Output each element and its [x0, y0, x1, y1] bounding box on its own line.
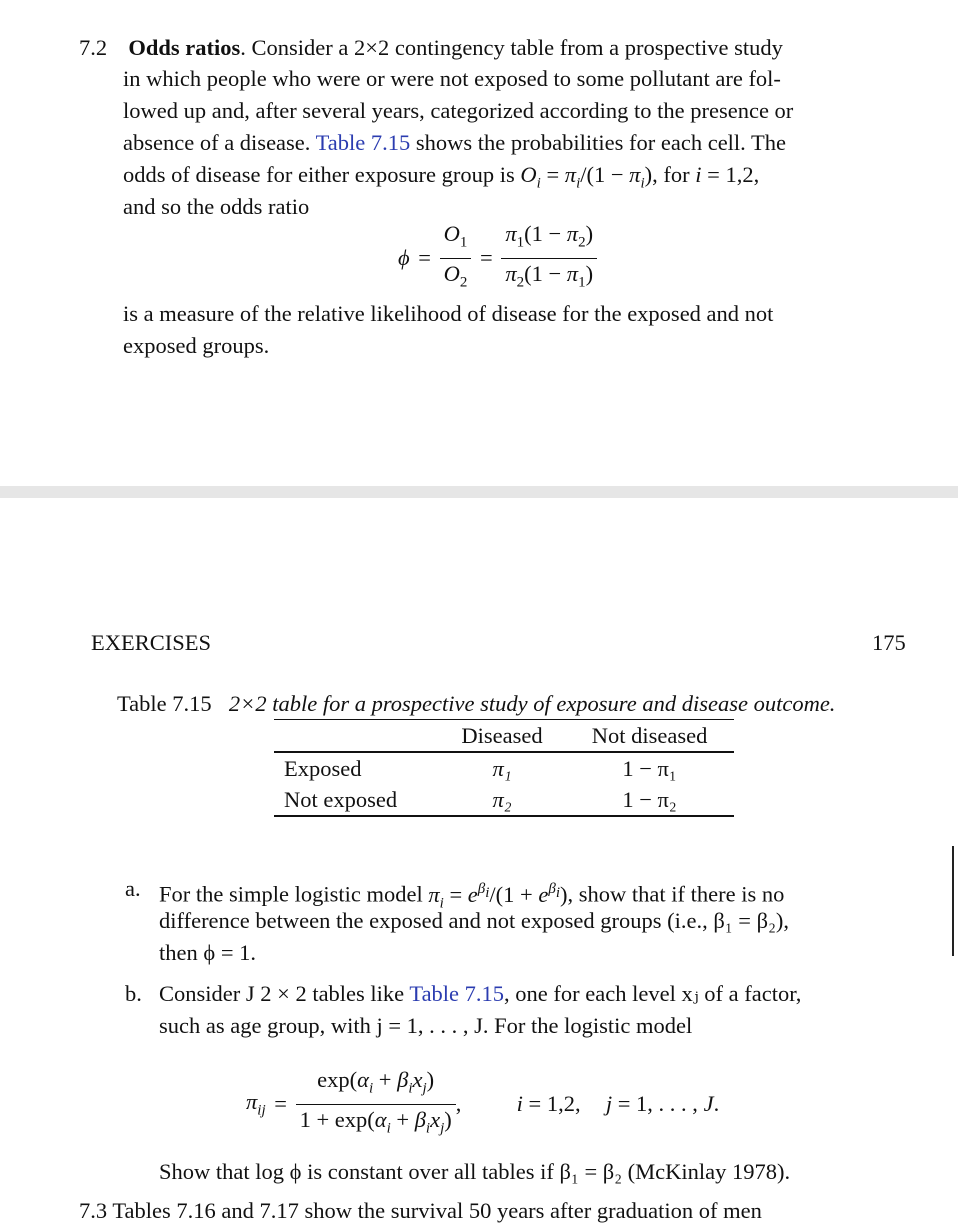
part-b-line-3: Show that log ϕ is constant over all tables if β₁ = β₂ (McKinlay 1978). [159, 1159, 791, 1184]
page-separator [0, 486, 958, 498]
logistic-model-equation: $\pi_{ij}$ = $\frac{\exp(\alpha_i + \beta_ix_j)}{1 + \exp(\alpha_i + \beta_ix_j)}$ , i = 1,2, j = 1, . . . , J. [246, 1067, 720, 1136]
exercise-text-1: . Consider a 2×2 contingency table from a prospective study [240, 35, 783, 60]
exercise-text-4: absence of a disease. Table 7.15 shows the probabilities for each cell. The [123, 130, 787, 155]
column-header-not-diseased: Not diseased [591, 722, 708, 748]
part-a-label: a. [125, 876, 141, 901]
odds-formula: $O_i = \pi_i/(1 - \pi_i)$ [520, 162, 653, 192]
logistic-formula: $\pi_i = e^{\beta_i}/(1 + e^{\beta_i})$ [428, 881, 568, 911]
exercise-title: Odds ratios [128, 35, 241, 60]
part-b-line-2: such as age group, with j = 1, . . . , J. For the logistic model [159, 1013, 693, 1038]
row-label-not-exposed: Not exposed [284, 786, 398, 812]
part-a-line-3: then ϕ = 1. [159, 940, 257, 965]
contingency-table [274, 719, 734, 817]
part-a-line-2: difference between the exposed and not exposed groups (i.e., β₁ = β₂), [159, 908, 790, 933]
part-a-line-1: For the simple logistic model $\pi_i = e^{\beta_i}/(1 + e^{\beta_i})$, show that if there is no [159, 881, 785, 911]
exercise-number: 7.2 [79, 35, 108, 60]
table-row: Exposed π₁ 1 − π₁ [274, 752, 734, 784]
exercise-text-5: odds of disease for either exposure group is $O_i = \pi_i/(1 - \pi_i)$, for i = 1,2, [123, 162, 760, 192]
table-7-15-link[interactable]: Table 7.15 [315, 130, 411, 155]
column-header-diseased: Diseased [461, 722, 543, 748]
part-b-label: b. [125, 981, 142, 1006]
running-header: EXERCISES [91, 630, 212, 655]
table-label: Table 7.15 [117, 691, 212, 716]
table-7-15-link[interactable]: Table 7.15 [409, 981, 505, 1006]
exercise-text-3: lowed up and, after several years, categorized according to the presence or [123, 98, 794, 123]
exercise-text-8: exposed groups. [123, 333, 270, 358]
page-number: 175 [872, 630, 906, 655]
odds-ratio-equation: ϕ = $\frac{O_1}{O_2}$ = $\frac{\pi_1(1 - \pi_2)}{\pi_2(1 - \pi_1)}$ [398, 219, 597, 297]
next-exercise-fragment: 7.3 Tables 7.16 and 7.17 show the survival 50 years after graduation of men [79, 1198, 762, 1223]
exercise-7-2-line-1 [79, 33, 783, 63]
part-b-line-1: Consider J 2 × 2 tables like Table 7.15, one for each level xⱼ of a factor, [159, 981, 802, 1006]
table-caption-text: 2×2 table for a prospective study of exposure and disease outcome. [228, 691, 836, 716]
table-header-row [274, 720, 734, 753]
exercise-text-2: in which people who were or were not exposed to some pollutant are fol- [123, 66, 781, 91]
exercise-text-7: is a measure of the relative likelihood of disease for the exposed and not [123, 301, 774, 326]
row-label-exposed: Exposed [284, 755, 362, 781]
table-row: Not exposed π₂ 1 − π₂ [274, 784, 734, 816]
exercise-text-6: and so the odds ratio [123, 194, 310, 219]
index-range: i = 1,2, [695, 162, 760, 187]
margin-rule [952, 846, 954, 956]
table-caption [117, 689, 835, 719]
